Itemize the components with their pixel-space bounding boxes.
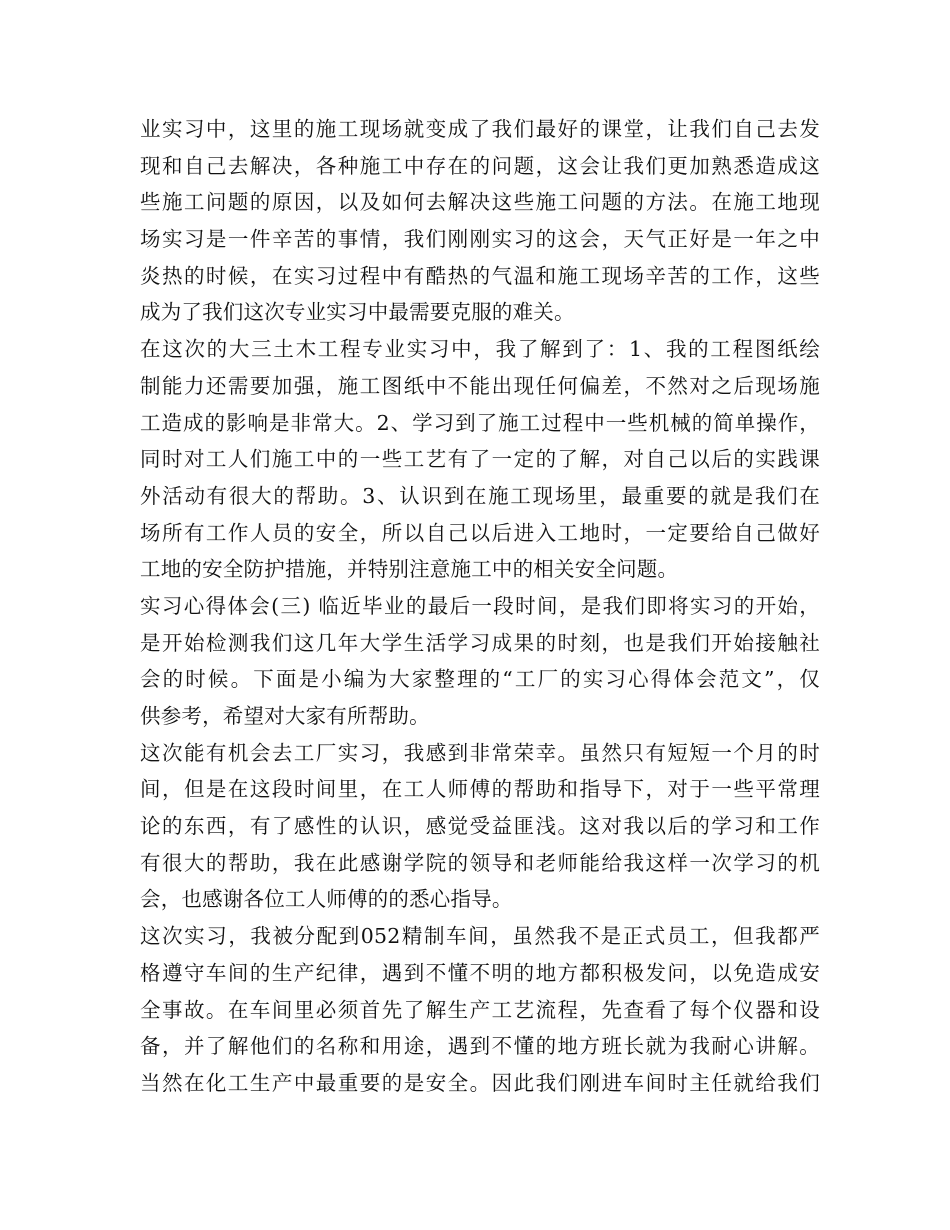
text-line: 当然在化工生产中最重要的是安全。因此我们刚进车间时主任就给我们 xyxy=(140,1070,820,1095)
text-line: 场所有工作人员的安全，所以自己以后进入工地时，一定要给自己做好 xyxy=(140,520,820,545)
text-line: 备，并了解他们的名称和用途，遇到不懂的地方班长就为我耐心讲解。 xyxy=(140,1034,820,1059)
text-line: 是开始检测我们这几年大学生活学习成果的时刻，也是我们开始接触社 xyxy=(140,630,820,655)
text-line: 制能力还需要加强，施工图纸中不能出现任何偏差，不然对之后现场施 xyxy=(140,373,820,398)
text-line: 会，也感谢各位工人师傅的的悉心指导。 xyxy=(140,887,513,912)
text-line: 外活动有很大的帮助。3、认识到在施工现场里，最重要的就是我们在 xyxy=(140,483,820,508)
text-line: 间，但是在这段时间里，在工人师傅的帮助和指导下，对于一些平常理 xyxy=(140,777,820,802)
text-line: 成为了我们这次专业实习中最需要克服的难关。 xyxy=(140,300,575,325)
text-line: 有很大的帮助，我在此感谢学院的领导和老师能给我这样一次学习的机 xyxy=(140,850,820,875)
text-line: 实习心得体会(三) 临近毕业的最后一段时间，是我们即将实习的开始， xyxy=(140,593,820,618)
text-line: 场实习是一件辛苦的事情，我们刚刚实习的这会，天气正好是一年之中 xyxy=(140,227,820,252)
text-line: 同时对工人们施工中的一些工艺有了一定的了解，对自己以后的实践课 xyxy=(140,447,820,472)
text-line: 在这次的大三土木工程专业实习中，我了解到了：1、我的工程图纸绘 xyxy=(140,337,820,362)
text-line: 现和自己去解决，各种施工中存在的问题，这会让我们更加熟悉造成这 xyxy=(140,153,820,178)
text-line: 这次能有机会去工厂实习，我感到非常荣幸。虽然只有短短一个月的时 xyxy=(140,740,820,765)
text-line: 这次实习，我被分配到052精制车间，虽然我不是正式员工，但我都严 xyxy=(140,924,820,949)
text-line: 供参考，希望对大家有所帮助。 xyxy=(140,704,430,728)
text-line: 些施工问题的原因，以及如何去解决这些施工问题的方法。在施工地现 xyxy=(140,190,820,215)
text-line: 会的时候。下面是小编为大家整理的“工厂的实习心得体会范文”，仅 xyxy=(140,667,820,692)
text-line: 全事故。在车间里必须首先了解生产工艺流程，先查看了每个仪器和设 xyxy=(140,997,820,1022)
text-line: 论的东西，有了感性的认识，感觉受益匪浅。这对我以后的学习和工作 xyxy=(140,814,820,839)
text-line: 炎热的时候，在实习过程中有酷热的气温和施工现场辛苦的工作，这些 xyxy=(140,263,820,288)
text-line: 业实习中，这里的施工现场就变成了我们最好的课堂，让我们自己去发 xyxy=(140,117,820,141)
body-text xyxy=(140,111,820,1102)
text-line: 格遵守车间的生产纪律，遇到不懂不明的地方都积极发问，以免造成安 xyxy=(140,960,820,985)
text-line: 工造成的影响是非常大。2、学习到了施工过程中一些机械的简单操作， xyxy=(140,410,820,435)
text-line: 工地的安全防护措施，并特别注意施工中的相关安全问题。 xyxy=(140,557,679,582)
